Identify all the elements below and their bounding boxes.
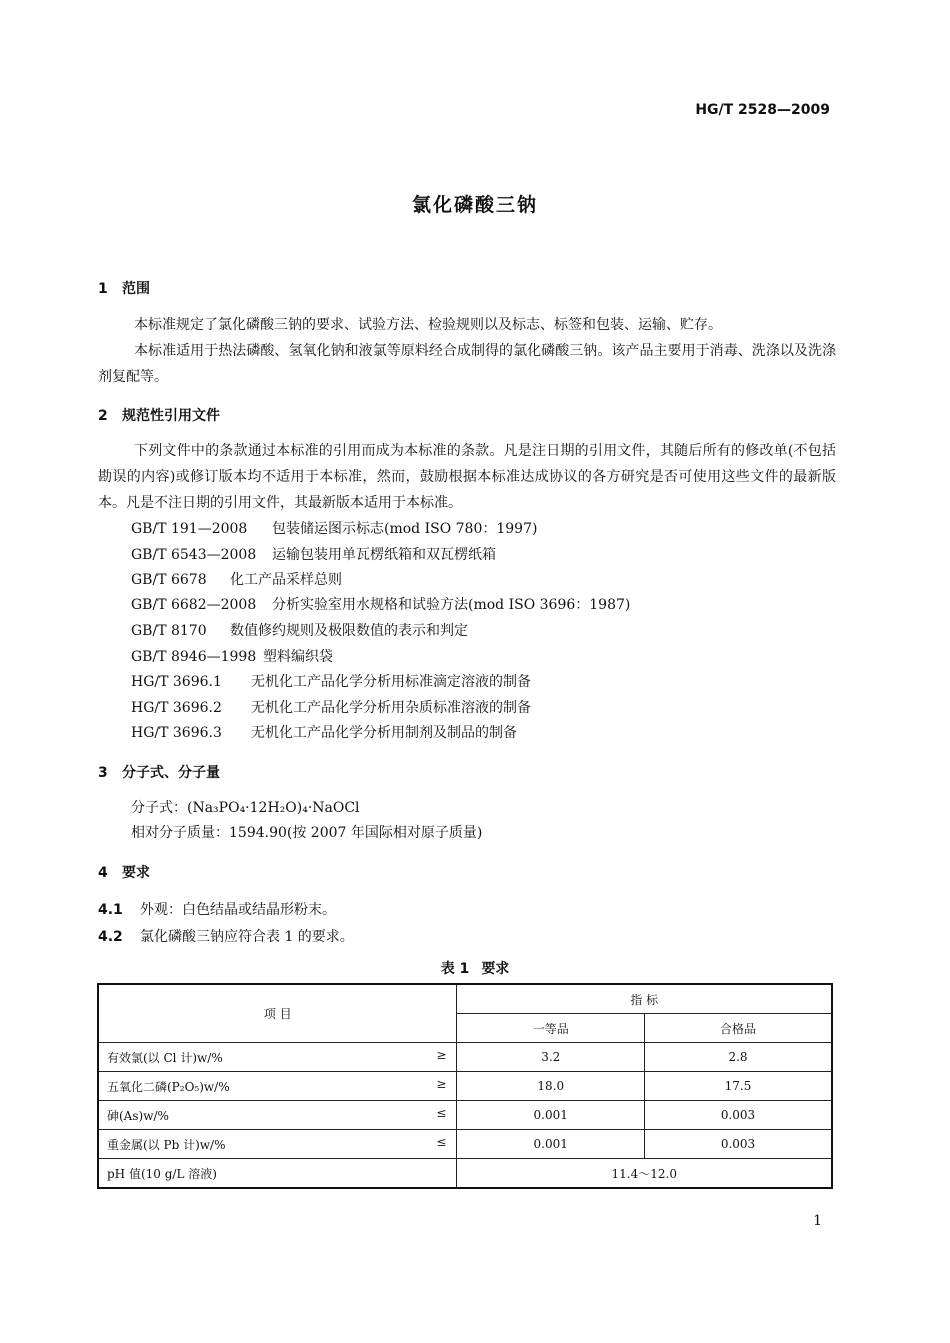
mass-label: 相对分子质量： [131,825,229,841]
table-row [98,1043,832,1072]
row-item-label: 五氧化二磷(P₂O₅)w/% [107,1079,230,1094]
section-1-paragraph-2: 本标准适用于热法磷酸、氢氧化钠和液氯等原料经合成制得的氯化磷酸三钠。该产品主要用于消毒、洗涤以及洗涤剂复配等。 [98,343,836,385]
table-row [98,1130,832,1159]
clause-number: 4.1 [98,902,123,918]
row-grade-2: 17.5 [644,1072,832,1101]
molecular-formula [131,795,360,821]
row-item-label: pH 值(10 g/L 溶液) [98,1159,457,1189]
formula-value: (Na₃PO₄·12H₂O)₄·NaOCl [187,800,360,816]
reference-title: 化工产品采样总则 [230,572,342,588]
reference-title: 分析实验室用水规格和试验方法(mod ISO 3696：1987) [272,597,631,613]
reference-code: GB/T 8170 [131,623,207,639]
table-row [98,1072,832,1101]
formula-label: 分子式： [131,800,187,816]
section-title: 规范性引用文件 [122,408,220,424]
section-3-heading [98,762,220,782]
table-header-row [98,984,832,1014]
row-grade-1: 0.001 [457,1101,645,1130]
table-caption-title: 要求 [481,961,510,977]
row-item [98,1101,457,1130]
requirements-table [97,983,833,1189]
reference-title: 无机化工产品化学分析用标准滴定溶液的制备 [251,674,531,690]
section-4-heading [98,862,150,882]
row-item-label: 有效氯(以 Cl 计)w/% [107,1050,223,1065]
reference-title: 数值修约规则及极限数值的表示和判定 [230,623,468,639]
reference-code: GB/T 8946—1998 [131,649,257,665]
section-number: 4 [98,865,108,881]
row-item-label: 砷(As)w/% [107,1108,169,1123]
reference-item [131,697,531,717]
mass-value: 1594.90(按 2007 年国际相对原子质量) [229,825,483,841]
page-title: 氯化磷酸三钠 [411,194,538,216]
table-row [98,1101,832,1130]
molecular-mass [131,820,482,846]
row-grade-2: 0.003 [644,1130,832,1159]
row-comparator: ≤ [436,1106,447,1120]
clause-text: 氯化磷酸三钠应符合表 1 的要求。 [140,929,354,945]
reference-title: 包装储运图示标志(mod ISO 780：1997) [272,521,538,537]
row-item [98,1130,457,1159]
row-grade-2: 2.8 [644,1043,832,1072]
row-grade-1: 3.2 [457,1043,645,1072]
table-caption-number: 表 1 [440,961,470,977]
row-grade-2: 0.003 [644,1101,832,1130]
row-grade-1: 0.001 [457,1130,645,1159]
row-ph-value: 11.4～12.0 [457,1159,832,1189]
reference-code: HG/T 3696.1 [131,674,222,690]
reference-code: GB/T 191—2008 [131,521,248,537]
reference-item [131,594,630,614]
clause-number: 4.2 [98,929,123,945]
reference-title: 塑料编织袋 [263,649,333,665]
reference-code: GB/T 6678 [131,572,207,588]
clause-text: 外观：白色结晶或结晶形粉末。 [140,902,336,918]
row-item [98,1043,457,1072]
section-1-paragraph-1: 本标准规定了氯化磷酸三钠的要求、试验方法、检验规则以及标志、标签和包装、运输、贮存。 [134,317,722,333]
reference-title: 无机化工产品化学分析用制剂及制品的制备 [251,725,517,741]
reference-item [131,671,531,691]
row-item [98,1072,457,1101]
section-2-paragraph: 下列文件中的条款通过本标准的引用而成为本标准的条款。凡是注日期的引用文件，其随后所有的修改单(不包括勘误的内容)或修订版本均不适用于本标准，然而，鼓励根据本标准达成协议的各方研究是否可使用这些文件的最新版本。凡是不注日期的引用文件，其最新版本适用于本标准。 [98,443,836,511]
row-comparator: ≥ [436,1077,447,1091]
section-1-heading [98,278,150,298]
reference-code: GB/T 6543—2008 [131,547,257,563]
header-grade-2: 合格品 [644,1014,832,1043]
reference-title: 运输包装用单瓦楞纸箱和双瓦楞纸箱 [272,547,496,563]
clause-4-2 [98,926,354,946]
section-2-heading [98,405,220,425]
reference-code: GB/T 6682—2008 [131,597,257,613]
reference-item [131,620,468,640]
table-row-ph [98,1159,832,1189]
reference-item [131,569,342,589]
section-number: 3 [98,765,108,781]
reference-code: HG/T 3696.3 [131,725,222,741]
reference-item [131,722,517,742]
section-title: 分子式、分子量 [122,765,220,781]
table-caption [0,958,950,978]
header-index: 指 标 [457,984,832,1014]
row-grade-1: 18.0 [457,1072,645,1101]
page-number: 1 [813,1213,822,1229]
reference-item [131,544,496,564]
reference-item [131,518,537,538]
reference-code: HG/T 3696.2 [131,700,222,716]
section-number: 1 [98,281,108,297]
row-comparator: ≤ [436,1135,447,1149]
reference-title: 无机化工产品化学分析用杂质标准溶液的制备 [251,700,531,716]
clause-4-1 [98,899,336,919]
section-title: 范围 [122,281,150,297]
reference-item [131,646,333,666]
standard-code: HG/T 2528—2009 [695,102,830,118]
row-item-label: 重金属(以 Pb 计)w/% [107,1137,226,1152]
header-grade-1: 一等品 [457,1014,645,1043]
header-item: 项 目 [98,984,457,1043]
row-comparator: ≥ [436,1048,447,1062]
section-number: 2 [98,408,108,424]
section-title: 要求 [122,865,150,881]
